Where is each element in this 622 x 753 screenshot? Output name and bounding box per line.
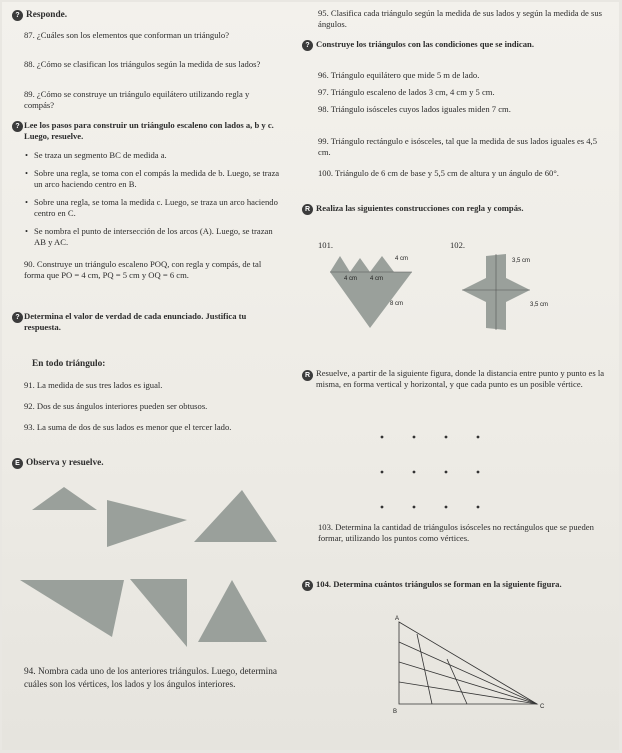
textbook-page bbox=[2, 2, 619, 750]
figure-104 bbox=[387, 614, 557, 714]
determina-badge: ? bbox=[12, 312, 23, 323]
resuelve-heading: Resuelve, a partir de la siguiente figura, donde la distancia entre punto y punto es la misma, en forma vertical y horizontal, y que cada punto es un posible vértice. bbox=[316, 368, 605, 389]
triangles-figure bbox=[2, 482, 302, 667]
question-91: 91. La medida de sus tres lados es igual. bbox=[24, 380, 163, 390]
q104-badge: R bbox=[302, 580, 313, 591]
question-88: 88. ¿Cómo se clasifican los triángulos según la medida de sus lados? bbox=[24, 59, 261, 69]
question-89: 89. ¿Cómo se construye un triángulo equilátero utilizando regla y compás? bbox=[24, 89, 250, 110]
triangle-4 bbox=[20, 580, 124, 637]
triangle-3 bbox=[194, 490, 277, 542]
construye-badge: ? bbox=[302, 40, 313, 51]
question-87: 87. ¿Cuáles son los elementos que conforman un triángulo? bbox=[24, 30, 230, 40]
triangle-2 bbox=[107, 500, 187, 547]
fig104-label-c: C bbox=[540, 704, 545, 710]
question-104: 104. Determina cuántos triángulos se forman en la siguiente figura. bbox=[316, 579, 562, 589]
question-93: 93. La suma de dos de sus lados es menor que el tercer lado. bbox=[24, 422, 232, 432]
observa-badge: E bbox=[12, 458, 23, 469]
figure-102 bbox=[448, 250, 568, 335]
resuelve-badge: R bbox=[302, 370, 313, 381]
fig101-label-2: 4 cm bbox=[344, 276, 358, 282]
question-95: 95. Clasifica cada triángulo según la medida de sus lados y según la medida de sus ángulos. bbox=[318, 8, 603, 29]
dot-grid bbox=[362, 427, 512, 517]
question-98: 98. Triángulo isósceles cuyos lados iguales miden 7 cm. bbox=[318, 104, 511, 114]
fig104-label-a: A bbox=[395, 616, 400, 622]
step-3: • Sobre una regla, se toma la medida c. Luego, se traza un arco haciendo centro en C. bbox=[34, 197, 280, 218]
question-94: 94. Nombra cada uno de los anteriores triángulos. Luego, determina cuáles son los vértices, los lados y los ángulos interiores. bbox=[24, 667, 278, 690]
determina-heading: Determina el valor de verdad de cada enunciado. Justifica tu respuesta. bbox=[24, 311, 247, 332]
step-2: • Sobre una regla, se toma con el compás la medida de b. Luego, se traza un arco haciendo centro en B. bbox=[34, 168, 280, 189]
fig104-label-b: B bbox=[393, 709, 398, 714]
responde-heading: Responde. bbox=[26, 10, 68, 20]
fig102-label-2: 3,5 cm bbox=[530, 302, 549, 308]
lee-intro: Lee los pasos para construir un triángulo escaleno con lados a, b y c. Luego, resuelve. bbox=[24, 120, 274, 141]
question-99: 99. Triángulo rectángulo e isósceles, tal que la medida de sus lados iguales es 4,5 cm. bbox=[318, 136, 598, 157]
question-90: 90. Construye un triángulo escaleno POQ, con regla y compás, de tal forma que PO = 4 cm, PQ = 5 cm y OQ = 6 cm. bbox=[24, 259, 262, 280]
triangle-1 bbox=[32, 487, 97, 510]
question-96: 96. Triángulo equilátero que mide 5 m de lado. bbox=[318, 70, 480, 80]
fig101-label-3: 4 cm bbox=[370, 276, 384, 282]
step-4: • Se nombra el punto de intersección de los arcos (A). Luego, se trazan AB y AC. bbox=[34, 226, 280, 247]
step-1: • Se traza un segmento BC de medida a. bbox=[34, 150, 280, 161]
question-101: 101. bbox=[318, 240, 334, 250]
question-97: 97. Triángulo escaleno de lados 3 cm, 4 cm y 5 cm. bbox=[318, 87, 495, 97]
question-102: 102. bbox=[450, 240, 466, 250]
question-92: 92. Dos de sus ángulos interiores pueden ser obtusos. bbox=[24, 401, 208, 411]
en-todo-triangulo: En todo triángulo: bbox=[32, 359, 106, 369]
figure-101 bbox=[320, 250, 430, 332]
realiza-badge: R bbox=[302, 204, 313, 215]
lee-badge: ? bbox=[12, 121, 23, 132]
realiza-heading: Realiza las siguientes construcciones con regla y compás. bbox=[316, 203, 524, 213]
fig102-label-1: 3,5 cm bbox=[512, 258, 531, 264]
section-badge: ? bbox=[12, 10, 23, 21]
triangle-6 bbox=[198, 580, 267, 642]
question-103: 103. Determina la cantidad de triángulos isósceles no rectángulos que se pueden formar, utilizando los puntos como vértices. bbox=[318, 522, 594, 543]
observa-heading: Observa y resuelve. bbox=[26, 458, 104, 468]
fig101-label-1: 4 cm bbox=[395, 256, 409, 262]
triangle-5 bbox=[130, 579, 187, 647]
fig101-label-4: 8 cm bbox=[390, 301, 404, 307]
question-100: 100. Triángulo de 6 cm de base y 5,5 cm de altura y un ángulo de 60°. bbox=[318, 168, 559, 178]
construye-heading: Construye los triángulos con las condiciones que se indican. bbox=[316, 39, 534, 49]
